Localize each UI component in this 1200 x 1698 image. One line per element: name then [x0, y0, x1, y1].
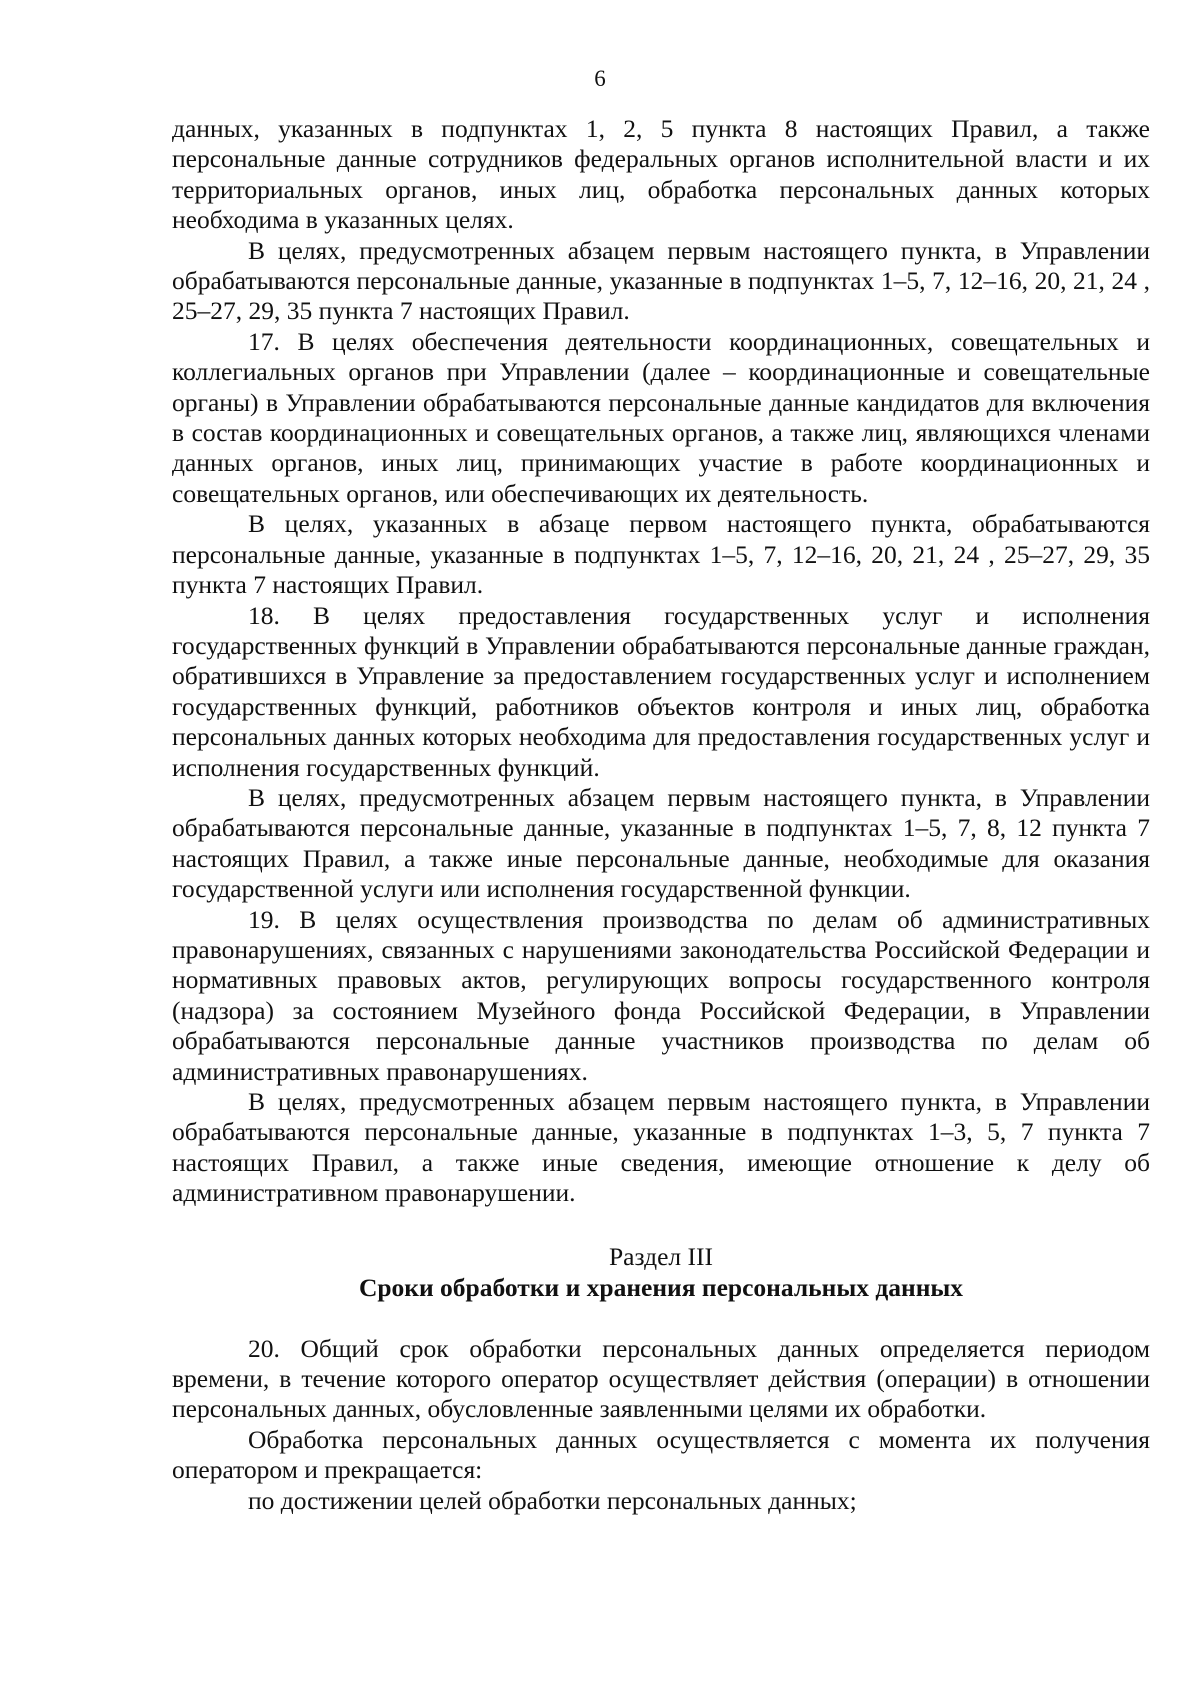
page-number: 6 [594, 66, 606, 91]
section-heading [172, 1241, 1150, 1303]
paragraph: по достижении целей обработки персональных данных; [248, 1485, 857, 1515]
paragraph: В целях, указанных в абзаце первом настоящего пункта, обрабатываются персональные данные, указанные в подпунктах 1–5, 7, 12–16, 20, 21, 24 , 25–27, 29, 35 пункта 7 настоящих Правил. [172, 509, 1150, 600]
document-body [172, 114, 1150, 1516]
section-label: Раздел III [609, 1241, 713, 1271]
paragraph-item-17: 17. В целях обеспечения деятельности координационных, совещательных и коллегиальных органов при Управлении (далее – координационные и совещательные органы) в Управлении обрабатываются персональные данные кандидатов для включения в состав координационных и совещательных органов, а также лиц, являющихся членами данных органов, иных лиц, принимающих участие в работе координационных и совещательных органов, или обеспечивающих их деятельность. [172, 326, 1150, 508]
paragraph: данных, указанных в подпунктах 1, 2, 5 пункта 8 настоящих Правил, а также персональные данные сотрудников федеральных органов исполнительной власти и их территориальных органов, иных лиц, обработка персональных данных которых необходима в указанных целях. [172, 114, 1150, 235]
paragraph-item-19: 19. В целях осуществления производства по делам об административных правонарушениях, связанных с нарушениями законодательства Российской Федерации и нормативных правовых актов, регулирующих вопросы государственного контроля (надзора) за состоянием Музейного фонда Российской Федерации, в Управлении обрабатываются персональные данные участников производства по делам об административных правонарушениях. [172, 904, 1150, 1086]
paragraph: В целях, предусмотренных абзацем первым настоящего пункта, в Управлении обрабатываются персональные данные, указанные в подпунктах 1–3, 5, 7 пункта 7 настоящих Правил, а также иные сведения, имеющие отношение к делу об административном правонарушении. [172, 1087, 1150, 1208]
paragraph-item-18: 18. В целях предоставления государственных услуг и исполнения государственных функций в Управлении обрабатываются персональные данные граждан, обратившихся в Управление за предоставлением государственных услуг и исполнением государственных функций, работников объектов контроля и иных лиц, обработка персональных данных которых необходима для предоставления государственных услуг и исполнения государственных функций. [172, 600, 1150, 782]
section-title: Сроки обработки и хранения персональных данных [358, 1272, 964, 1302]
paragraph: Обработка персональных данных осуществляется с момента их получения оператором и прекращается: [172, 1424, 1150, 1485]
paragraph: В целях, предусмотренных абзацем первым настоящего пункта, в Управлении обрабатываются персональные данные, указанные в подпунктах 1–5, 7, 12–16, 20, 21, 24 , 25–27, 29, 35 пункта 7 настоящих Правил. [172, 235, 1150, 326]
paragraph-item-20: 20. Общий срок обработки персональных данных определяется периодом времени, в течение которого оператор осуществляет действия (операции) в отношении персональных данных, обусловленные заявленными целями их обработки. [172, 1333, 1150, 1424]
paragraph: В целях, предусмотренных абзацем первым настоящего пункта, в Управлении обрабатываются персональные данные, указанные в подпунктах 1–5, 7, 8, 12 пункта 7 настоящих Правил, а также иные персональные данные, необходимые для оказания государственной услуги или исполнения государственной функции. [172, 782, 1150, 904]
